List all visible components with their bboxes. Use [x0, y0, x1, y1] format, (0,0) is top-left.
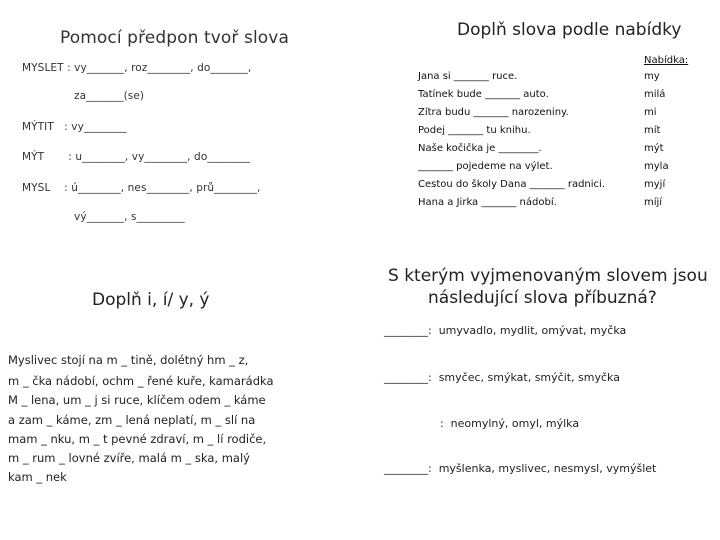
- related-row: : neomylný, omyl, mýlka: [384, 417, 580, 430]
- prefix-row-myslet: MYSLET : vy_______, roz________, do_______,: [22, 62, 252, 74]
- sentence: _______ pojedeme na výlet.: [418, 161, 553, 172]
- sentence: Cestou do školy Dana _______ radnici.: [418, 179, 605, 190]
- prefix-row-mysl-cont: vý_______, s_________: [74, 211, 185, 223]
- offer-word: mít: [644, 125, 661, 136]
- prefix-row-mysl: MYSL : ú________, nes________, prů________,: [22, 182, 261, 194]
- exercise-title-line2: následující slova příbuzná?: [428, 288, 657, 308]
- offer-word: my: [644, 71, 660, 82]
- sentence: Zítra budu _______ narozeniny.: [418, 107, 569, 118]
- offer-word: myjí: [644, 179, 666, 190]
- text-line: a zam _ káme, zm _ lená neplatí, m _ slí na: [8, 413, 256, 427]
- sentence: Hana a Jirka _______ nádobí.: [418, 197, 557, 208]
- related-row: ________: smyčec, smýkat, smýčit, smyčka: [384, 371, 620, 384]
- related-row: ________: umyvadlo, mydlit, omývat, myčka: [384, 324, 627, 337]
- prefix-row-myt: MÝT : u________, vy________, do________: [22, 151, 251, 163]
- prefix-row-myslet-cont: za_______(se): [74, 90, 145, 102]
- exercise-fill-from-offer: [410, 14, 710, 224]
- text-line: mam _ nku, m _ t pevné zdraví, m _ lí rodiče,: [8, 432, 267, 446]
- exercise-fill-i-y: [0, 280, 350, 510]
- exercise-title: Doplň i, í/ y, ý: [92, 290, 210, 310]
- exercise-prefixes: [10, 20, 360, 230]
- offer-word: milá: [644, 89, 666, 100]
- exercise-title: S kterým vyjmenovaným slovem jsou: [388, 266, 708, 286]
- prefix-row-mytit: MÝTIT : vy________: [22, 121, 127, 133]
- offer-word: míjí: [644, 197, 663, 208]
- text-line: Myslivec stojí na m _ tině, dolétný hm _ z,: [8, 353, 249, 367]
- sentence: Jana si _______ ruce.: [418, 71, 518, 82]
- sentence: Tatínek bude _______ auto.: [418, 89, 549, 100]
- exercise-related-words: [370, 262, 715, 502]
- offer-word: myla: [644, 161, 669, 172]
- related-row: ________: myšlenka, myslivec, nesmysl, vymýšlet: [384, 462, 657, 475]
- offer-word: mýt: [644, 143, 664, 154]
- exercise-title: Doplň slova podle nabídky: [457, 20, 682, 40]
- sentence: Naše kočička je ________.: [418, 143, 542, 154]
- text-line: m _ čka nádobí, ochm _ řené kuře, kamarádka: [8, 374, 274, 388]
- offer-header: Nabídka:: [644, 55, 689, 66]
- text-line: m _ rum _ lovné zvíře, malá m _ ska, malý: [8, 451, 250, 465]
- text-line: M _ lena, um _ j si ruce, klíčem odem _ káme: [8, 393, 266, 407]
- offer-word: mi: [644, 107, 657, 118]
- exercise-title: Pomocí předpon tvoř slova: [60, 28, 289, 48]
- sentence: Podej _______ tu knihu.: [418, 125, 531, 136]
- text-line: kam _ nek: [8, 470, 67, 484]
